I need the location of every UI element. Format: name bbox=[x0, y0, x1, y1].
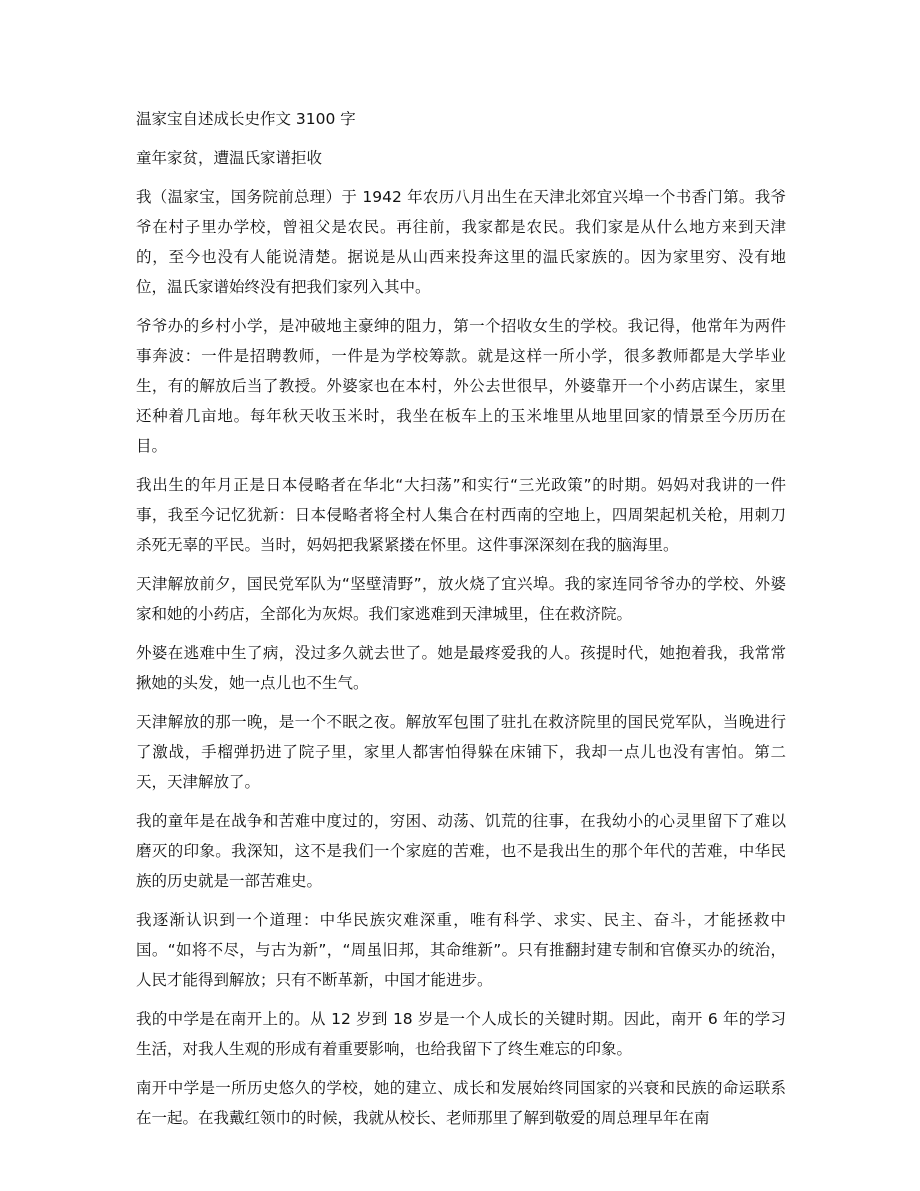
paragraph-japanese-invasion: 我出生的年月正是日本侵略者在华北“大扫荡”和实行“三光政策”的时期。妈妈对我讲的一件事，我至今记忆犹新：日本侵略者将全村人集合在村西南的空地上，四周架起机关枪，用刺刀杀死无辜的平民。当时，妈妈把我紧紧搂在怀里。这件事深深刻在我的脑海里。 bbox=[136, 476, 786, 554]
paragraph-grandmother: 外婆在逃难中生了病，没过多久就去世了。她是最疼爱我的人。孩提时代，她抱着我，我常常揪她的头发，她一点儿也不生气。 bbox=[136, 644, 786, 692]
article-body bbox=[136, 104, 786, 1142]
section-heading: 童年家贫，遭温氏家谱拒收 bbox=[136, 149, 323, 167]
paragraph-middle-school: 我的中学是在南开上的。从 12 岁到 18 岁是一个人成长的关键时期。因此，南开 6 年的学习生活，对我人生观的形成有着重要影响，也给我留下了终生难忘的印象。 bbox=[136, 1010, 786, 1058]
paragraph-fire: 天津解放前夕，国民党军队为“坚壁清野”，放火烧了宜兴埠。我的家连同爷爷办的学校、外婆家和她的小药店，全部化为灰烬。我们家逃难到天津城里，住在救济院。 bbox=[136, 575, 786, 623]
paragraph-reflection: 我逐渐认识到一个道理：中华民族灾难深重，唯有科学、求实、民主、奋斗，才能拯救中国。“如将不尽，与古为新”，“周虽旧邦，其命维新”。只有推翻封建专制和官僚买办的统治，人民才能得到解放；只有不断革新，中国才能进步。 bbox=[136, 911, 786, 989]
paragraph-nankai: 南开中学是一所历史悠久的学校，她的建立、成长和发展始终同国家的兴衰和民族的命运联系在一起。在我戴红领巾的时候，我就从校长、老师那里了解到敬爱的周总理早年在南 bbox=[136, 1079, 786, 1127]
paragraph-village-school: 爷爷办的乡村小学，是冲破地主豪绅的阻力，第一个招收女生的学校。我记得，他常年为两件事奔波：一件是招聘教师，一件是为学校筹款。就是这样一所小学，很多教师都是大学毕业生，有的解放后当了教授。外婆家也在本村，外公去世很早，外婆靠开一个小药店谋生，家里还种着几亩地。每年秋天收玉米时，我坐在板车上的玉米堆里从地里回家的情景至今历历在目。 bbox=[136, 317, 786, 455]
article-title: 温家宝自述成长史作文 3100 字 bbox=[136, 110, 356, 128]
paragraph-liberation-night: 天津解放的那一晚，是一个不眠之夜。解放军包围了驻扎在救济院里的国民党军队，当晚进行了激战，手榴弹扔进了院子里，家里人都害怕得躲在床铺下，我却一点儿也没有害怕。第二天，天津解放了。 bbox=[136, 713, 786, 791]
paragraph-birth: 我（温家宝，国务院前总理）于 1942 年农历八月出生在天津北郊宜兴埠一个书香门第。我爷爷在村子里办学校，曾祖父是农民。再往前，我家都是农民。我们家是从什么地方来到天津的，至今也没有人能说清楚。据说是从山西来投奔这里的温氏家族的。因为家里穷、没有地位，温氏家谱始终没有把我们家列入其中。 bbox=[136, 188, 786, 296]
paragraph-childhood-hardship: 我的童年是在战争和苦难中度过的，穷困、动荡、饥荒的往事，在我幼小的心灵里留下了难以磨灭的印象。我深知，这不是我们一个家庭的苦难，也不是我出生的那个年代的苦难，中华民族的历史就是一部苦难史。 bbox=[136, 812, 786, 890]
